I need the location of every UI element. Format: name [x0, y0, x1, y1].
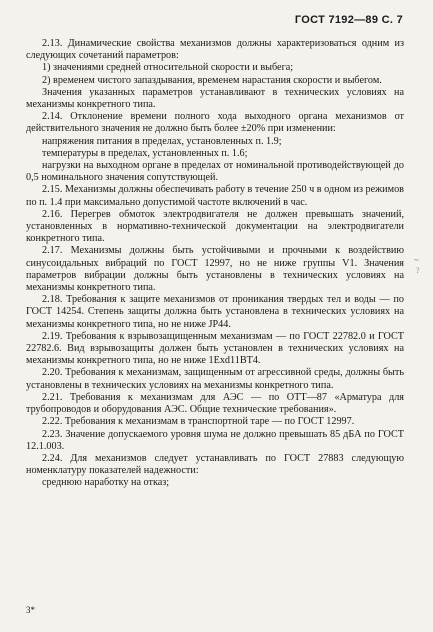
margin-mark: ~ [414, 255, 419, 265]
paragraph: 2.24. Для механизмов следует устанавливать по ГОСТ 27883 следующую номенклатуру показателей надежности: [26, 452, 404, 477]
paragraph: 2.17. Механизмы должны быть устойчивыми и прочными к воздействию синусоидальных вибраций по ГОСТ 12997, но не ниже группы V1. Значения параметров вибрации должны быть установлены в технических условиях на механизмы конкретного типа. [26, 245, 404, 294]
page-footer-mark: 3* [26, 605, 35, 615]
document-body [26, 38, 404, 490]
paragraph: 2.21. Требования к механизмам для АЭС — по ОТТ—87 «Арматура для трубопроводов и оборудования АЭС. Общие технические требования». [26, 391, 404, 416]
paragraph: 2.16. Перегрев обмоток электродвигателя не должен превышать значений, установленных в нормативно-технической документации на электродвигатели конкретного типа. [26, 208, 404, 245]
paragraph: 2.20. Требования к механизмам, защищенным от агрессивной среды, должны быть установлены в технических условиях на механизмы конкретного типа. [26, 367, 404, 391]
page-header: ГОСТ 7192—89 С. 7 [294, 14, 403, 26]
paragraph: температуры в пределах, установленных п. 1.6; [42, 147, 248, 159]
paragraph: 2.22. Требования к механизмам в транспортной таре — по ГОСТ 12997. [42, 416, 355, 428]
paragraph: напряжения питания в пределах, установленных п. 1.9; [42, 135, 282, 147]
paragraph: среднюю наработку на отказ; [42, 477, 170, 489]
margin-mark: ? [416, 266, 420, 275]
paragraph: 2.14. Отклонение времени полного хода выходного органа механизмов от действительного значения не должно быть более ±20% при изменении: [26, 111, 404, 135]
paragraph: 2) временем чистого запаздывания, временем нарастания скорости и выбегом. [42, 74, 382, 86]
paragraph: 2.19. Требования к взрывозащищенным механизмам — по ГОСТ 22782.0 и ГОСТ 22782.6. Вид взрывозащиты должен быть установлен в технических условиях на механизмы конкретного типа, но не ниже 1Exd11BT4. [26, 330, 404, 367]
paragraph: 2.15. Механизмы должны обеспечивать работу в течение 250 ч в одном из режимов по п. 1.4 при максимально допустимой частоте включений в час. [26, 184, 404, 208]
paragraph: 2.13. Динамические свойства механизмов должны характеризоваться одним из следующих сочетаний параметров: [26, 38, 404, 62]
paragraph: 2.23. Значение допускаемого уровня шума не должно превышать 85 дБА по ГОСТ 12.1.003. [26, 428, 404, 452]
paragraph: нагрузки на выходном органе в пределах от номинальной противодействующей до 0,5 номинального значения сопутствующей. [26, 160, 404, 184]
paragraph: 1) значениями средней относительной скорости и выбега; [42, 62, 294, 74]
paragraph: Значения указанных параметров устанавливают в технических условиях на механизмы конкретного типа. [26, 86, 404, 111]
paragraph: 2.18. Требования к защите механизмов от проникания твердых тел и воды — по ГОСТ 14254. Степень защиты должна быть установлена в технических условиях на механизмы конкретного типа, но не ниже JP44. [26, 294, 404, 330]
